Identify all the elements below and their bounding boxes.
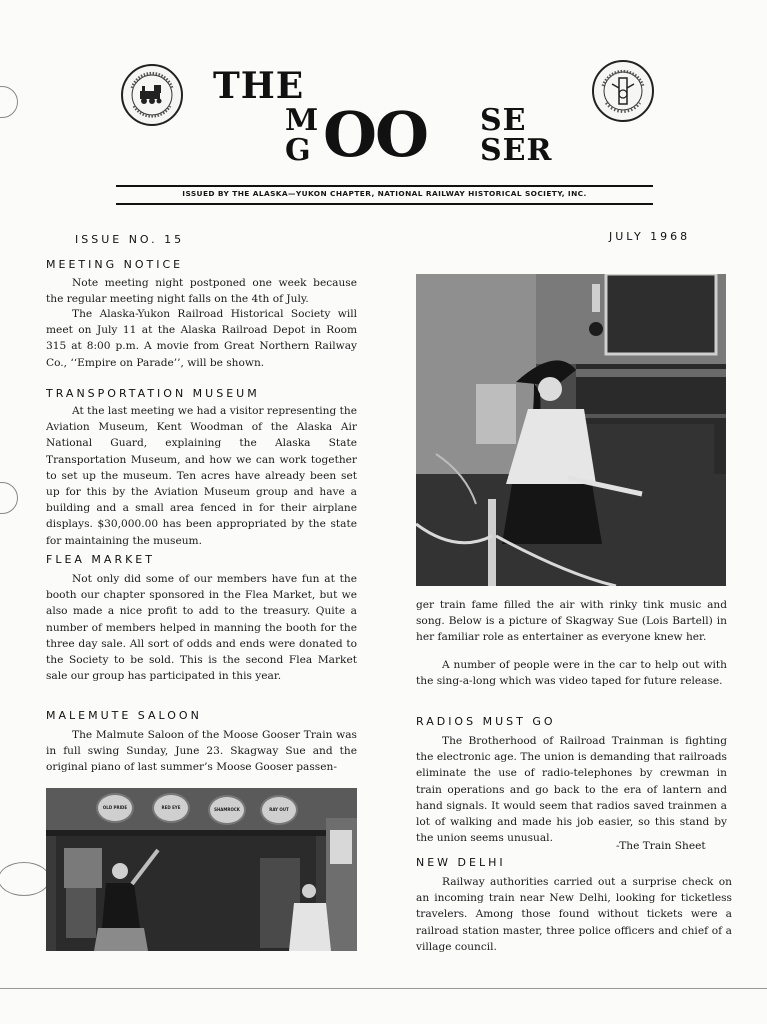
malemute-saloon-p2: A number of people were in the car to help out with the sing-a-long which was video taped for future release. [416, 659, 727, 688]
radios-must-go-heading: RADIOS MUST GO [416, 715, 556, 728]
meeting-notice-p2: The Alaska-Yukon Railroad Historical Society will meet on July 11 at the Alaska Railroad Depot in Room 315 at 8:00 p.m. A movie from Great Northern Railway Co., ‘‘Empire on Parade’’, will be shown. [46, 308, 357, 369]
plaque-3: SHAMROCK [208, 795, 246, 825]
plaque-4: RAY OUT [260, 795, 298, 825]
binder-hole-bottom [0, 862, 50, 896]
alaska-southern-seal-logo [592, 60, 654, 122]
issue-date: JULY 1968 [609, 230, 691, 243]
new-delhi-p1: Railway authorities carried out a surprise check on an incoming train near New Delhi, looking for ticketless travelers. Among those found without tickets were a railroad station master, three police officers and chief of a village council. [416, 876, 732, 953]
transportation-museum-p1: At the last meeting we had a visitor representing the Aviation Museum, Kent Woodman of the Alaska Air National Guard, explaining the Alaska State Transportation Museum, and how we can work together to set up the museum. Ten acres have already been set up for this by the Aviation Museum group and have a building and a small area fenced in for their airplane displays. $30,000.00 has been appropriated by the state for maintaining the museum. [46, 405, 357, 547]
binder-hole-middle [0, 482, 18, 514]
radios-must-go-p1: The Brotherhood of Railroad Trainman is fighting the electronic age. The union is demanding that railroads eliminate the use of radio-telephones by crewman in train operations and go back to the era of lantern and hand signals. It would seem that radios saved trainmen a lot of walking and made his job easier, so this stand by the union seems unusual. [416, 735, 727, 845]
malemute-saloon-p1: The Malmute Saloon of the Moose Gooser Train was in full swing Sunday, June 23. Skagway Sue and the original piano of last summer’s Moose Gooser passen- [46, 729, 357, 774]
radios-source-credit: -The Train Sheet [616, 840, 706, 852]
malemute-saloon-continued: ger train fame filled the air with rinky tink music and song. Below is a picture of Skagway Sue (Lois Bartell) in her familiar role as entertainer as everyone knew her. [416, 599, 727, 644]
masthead-rule-top [116, 185, 653, 187]
transportation-museum-heading: TRANSPORTATION MUSEUM [46, 387, 260, 400]
nrhs-seal-logo [121, 64, 183, 126]
moose-emblem-icon [594, 62, 652, 120]
masthead-g: G [285, 133, 311, 168]
masthead-se: SE [480, 103, 527, 138]
masthead-the: THE [213, 65, 305, 107]
skagway-sue-at-piano-image [416, 274, 726, 586]
meeting-notice-heading: MEETING NOTICE [46, 258, 184, 271]
malemute-saloon-heading: MALEMUTE SALOON [46, 709, 202, 722]
saloon-scene-image [46, 788, 357, 951]
masthead-m: M [285, 103, 319, 138]
locomotive-icon [123, 66, 181, 124]
saloon-interior-photo [46, 788, 357, 951]
new-delhi-heading: NEW DELHI [416, 856, 506, 869]
masthead-ser: SER [480, 133, 553, 168]
meeting-notice-p1: Note meeting night postponed one week because the regular meeting night falls on the 4th of July. [46, 277, 357, 306]
masthead-rule-bottom [116, 203, 653, 205]
flea-market-heading: FLEA MARKET [46, 553, 155, 566]
page-bottom-rule [0, 988, 767, 989]
issued-by-line: ISSUED BY THE ALASKA—YUKON CHAPTER, NATIONAL RAILWAY HISTORICAL SOCIETY, INC. [182, 189, 587, 198]
skagway-sue-photo [416, 274, 726, 586]
masthead-oo: OO [323, 98, 428, 171]
flea-market-p1: Not only did some of our members have fun at the booth our chapter sponsored in the Flea Market, but we also made a nice profit to add to the treasury. Quite a number of members helped in manning the booth for the three day sale. All sort of odds and ends were donated to the Society to be sold. This is the second Flea Market sale our group has participated in this year. [46, 573, 357, 683]
plaque-2: RED EYE [152, 793, 190, 823]
issue-number: ISSUE NO. 15 [75, 233, 185, 246]
plaque-1: OLD PRIDE [96, 793, 134, 823]
binder-hole-top [0, 86, 18, 118]
